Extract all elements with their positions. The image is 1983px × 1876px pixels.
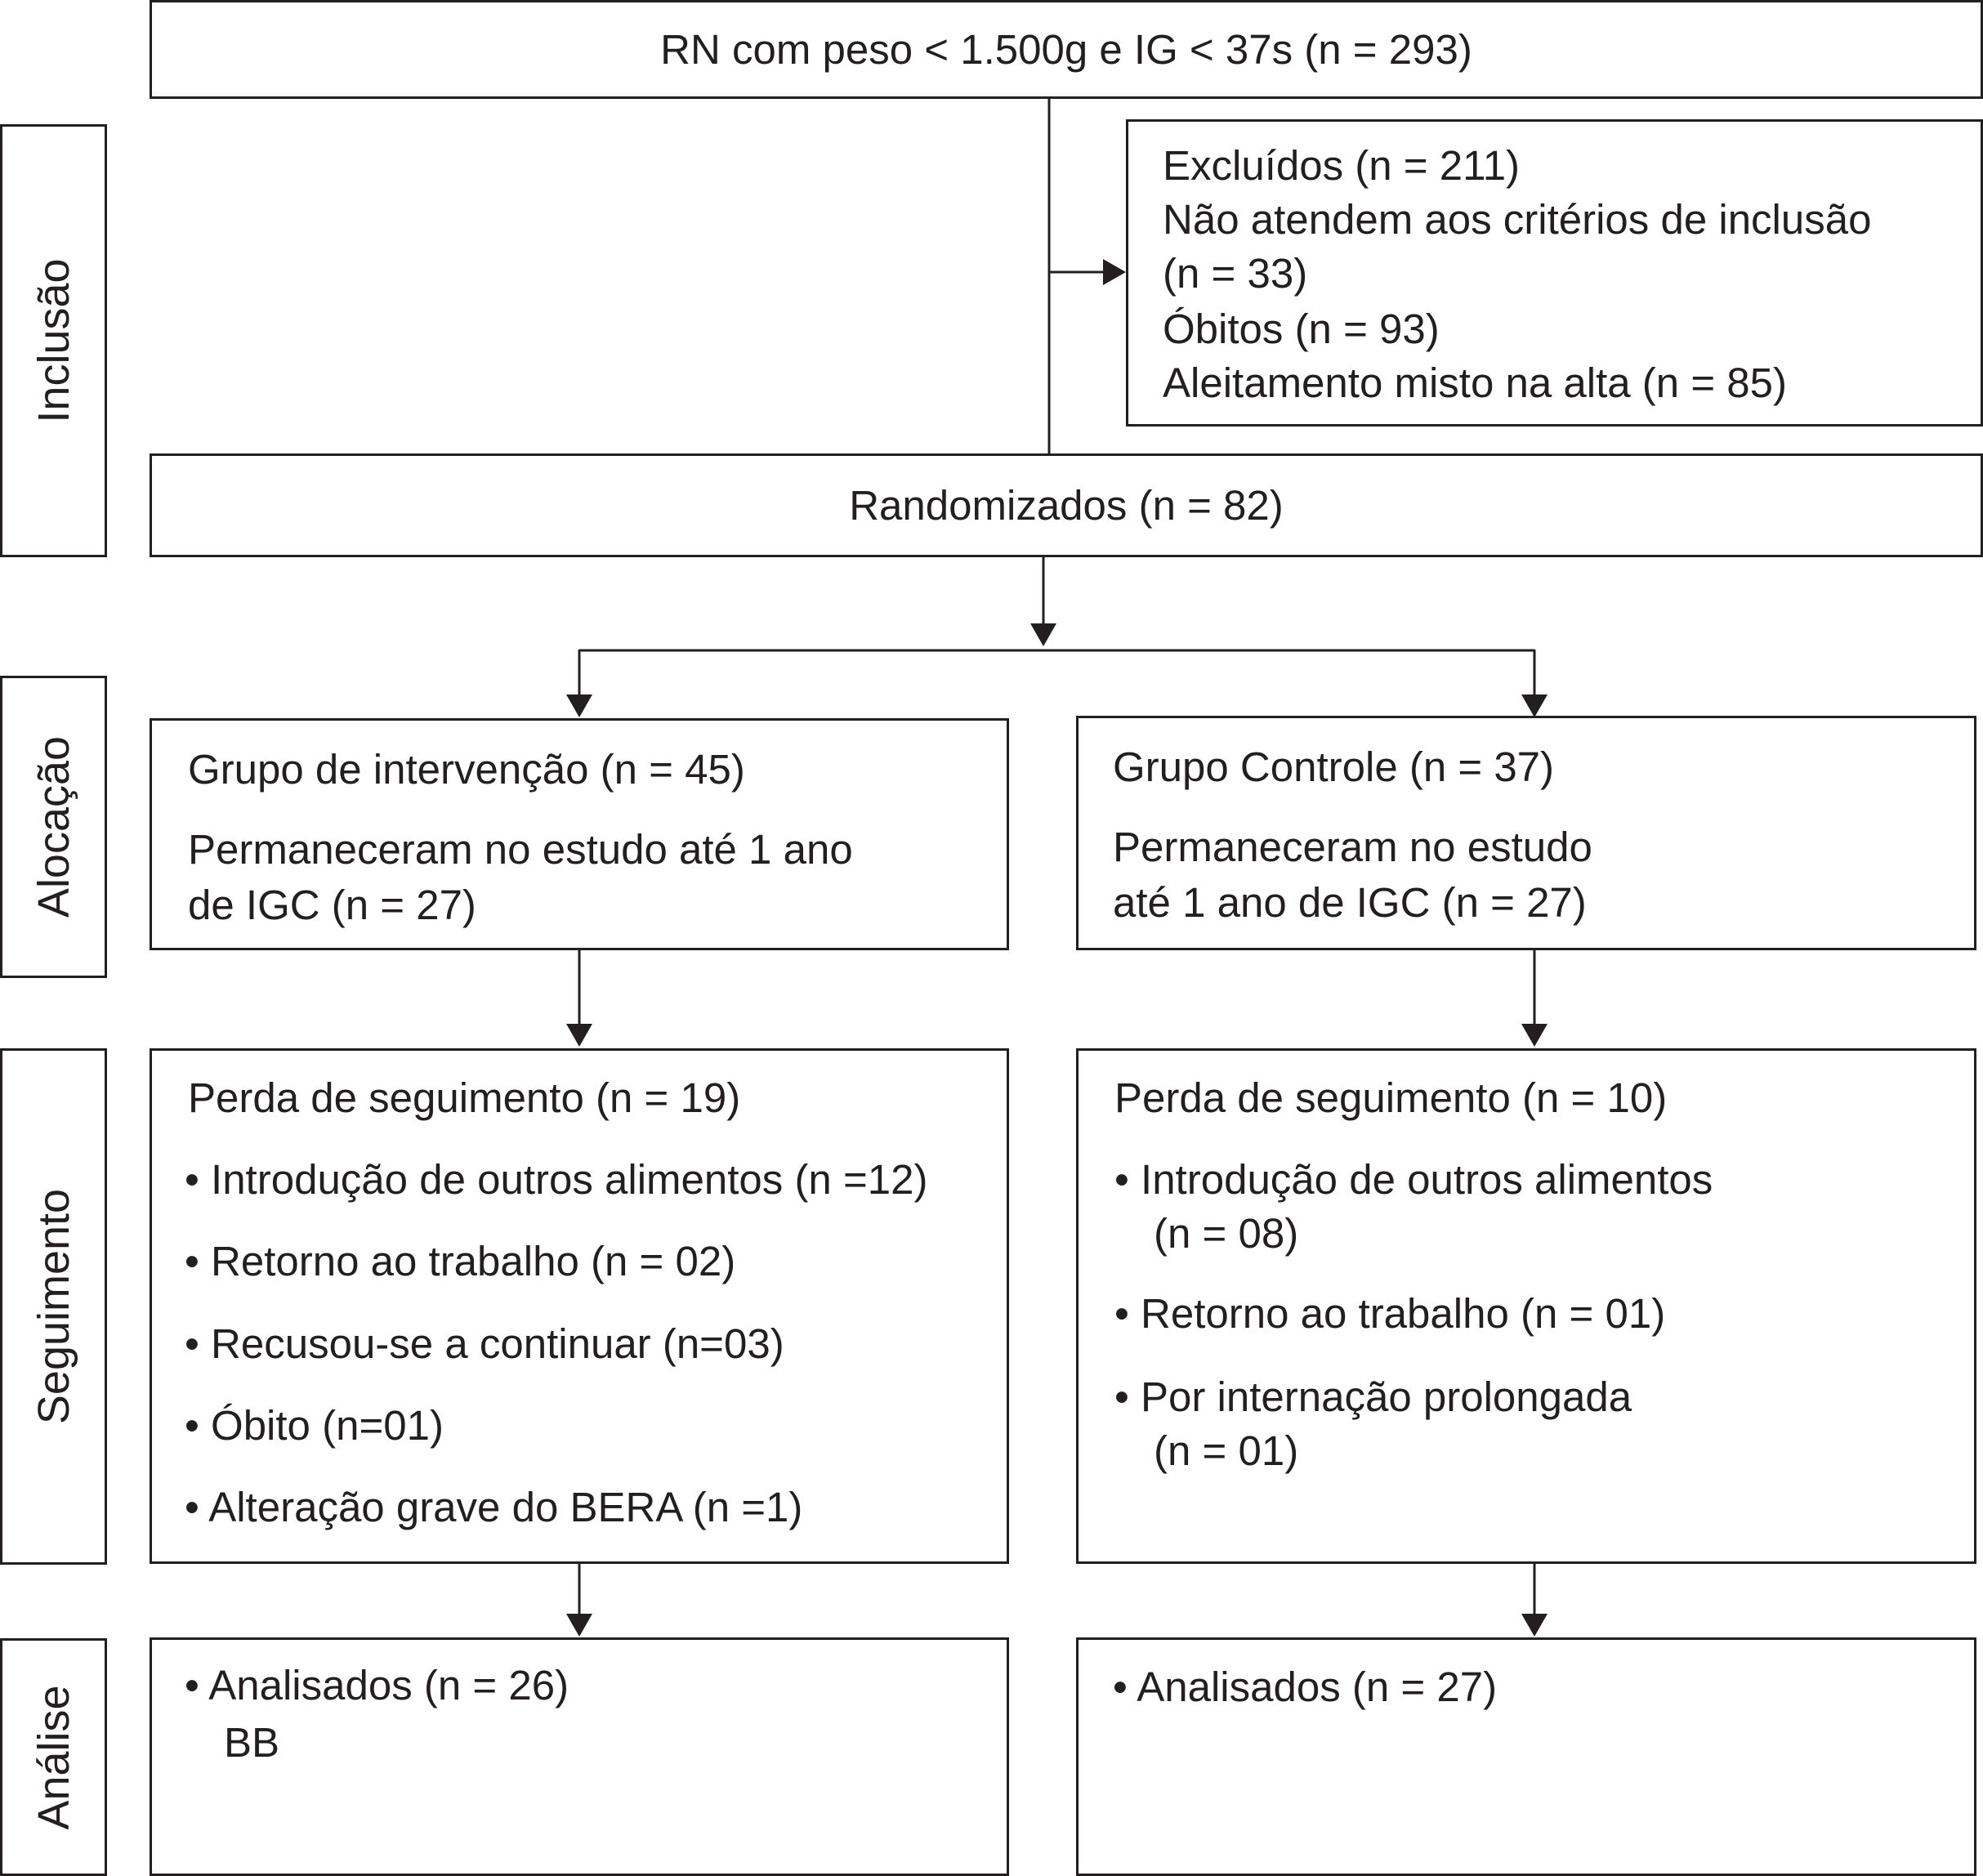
followup-left-item-5: • Alteração grave do BERA (n =1) <box>185 1484 803 1530</box>
arrow-to-excluded <box>1103 259 1126 285</box>
arrow-to-intervention <box>566 695 592 717</box>
top-box <box>150 0 1983 99</box>
arrow-followup-right <box>1521 1614 1548 1637</box>
followup-right-title: Perda de seguimento (n = 10) <box>1114 1074 1668 1121</box>
randomized-text: Randomizados (n = 82) <box>849 482 1284 529</box>
analysis-left-line1: • Analisados (n = 26) <box>185 1662 569 1708</box>
followup-left-box <box>150 1048 1009 1564</box>
analysis-right-line1: • Analisados (n = 27) <box>1113 1664 1498 1710</box>
section-analysis-label: Análise <box>29 1684 78 1830</box>
excluded-box <box>1126 119 1983 427</box>
followup-right-item-1b: (n = 08) <box>1154 1210 1299 1257</box>
followup-right-item-1: • Introdução de outros alimentos <box>1114 1156 1713 1203</box>
section-inclusion <box>0 124 107 557</box>
randomized-box <box>150 453 1983 557</box>
followup-left-item-1: • Introdução de outros alimentos (n =12) <box>185 1156 928 1203</box>
analysis-left-box <box>150 1637 1009 1876</box>
arrow-alloc-right <box>1521 1024 1548 1047</box>
analysis-left-line2: BB <box>224 1719 280 1766</box>
control-line1: Permaneceram no estudo <box>1113 824 1592 870</box>
top-box-text: RN com peso < 1.500g e IG < 37s (n = 293) <box>660 26 1472 73</box>
arrow-followup-left <box>566 1614 592 1637</box>
followup-left-item-2: • Retorno ao trabalho (n = 02) <box>185 1238 736 1284</box>
arrow-randomized-down <box>1030 623 1056 646</box>
intervention-line1: Permaneceram no estudo até 1 ano <box>188 826 853 873</box>
arrow-alloc-left <box>566 1024 592 1047</box>
followup-right-item-3b: (n = 01) <box>1154 1427 1299 1474</box>
intervention-line2: de IGC (n = 27) <box>188 882 476 928</box>
excluded-line3: Óbitos (n = 93) <box>1163 306 1440 352</box>
control-title: Grupo Controle (n = 37) <box>1113 744 1555 790</box>
section-followup <box>0 1048 107 1565</box>
followup-left-item-4: • Óbito (n=01) <box>185 1402 444 1449</box>
section-allocation-label: Alocação <box>29 735 78 918</box>
followup-right-item-3: • Por internação prolongada <box>1114 1374 1632 1420</box>
arrow-to-control <box>1521 695 1548 717</box>
analysis-right-box <box>1076 1637 1976 1876</box>
excluded-line1: Não atendem aos critérios de inclusão <box>1163 196 1872 243</box>
control-line2: até 1 ano de IGC (n = 27) <box>1113 879 1587 926</box>
excluded-line4: Aleitamento misto na alta (n = 85) <box>1163 360 1787 406</box>
section-allocation <box>0 676 107 978</box>
control-box <box>1076 716 1976 950</box>
followup-left-title: Perda de seguimento (n = 19) <box>188 1074 741 1121</box>
followup-left-item-3: • Recusou-se a continuar (n=03) <box>185 1320 784 1367</box>
section-inclusion-label: Inclusão <box>29 258 78 423</box>
followup-right-box <box>1076 1048 1976 1564</box>
section-analysis <box>0 1638 107 1876</box>
excluded-line2: (n = 33) <box>1163 250 1308 297</box>
excluded-title: Excluídos (n = 211) <box>1163 142 1521 189</box>
section-followup-label: Seguimento <box>29 1188 78 1425</box>
followup-right-item-2: • Retorno ao trabalho (n = 01) <box>1114 1290 1666 1337</box>
intervention-title: Grupo de intervenção (n = 45) <box>188 746 745 793</box>
intervention-box <box>150 718 1009 950</box>
